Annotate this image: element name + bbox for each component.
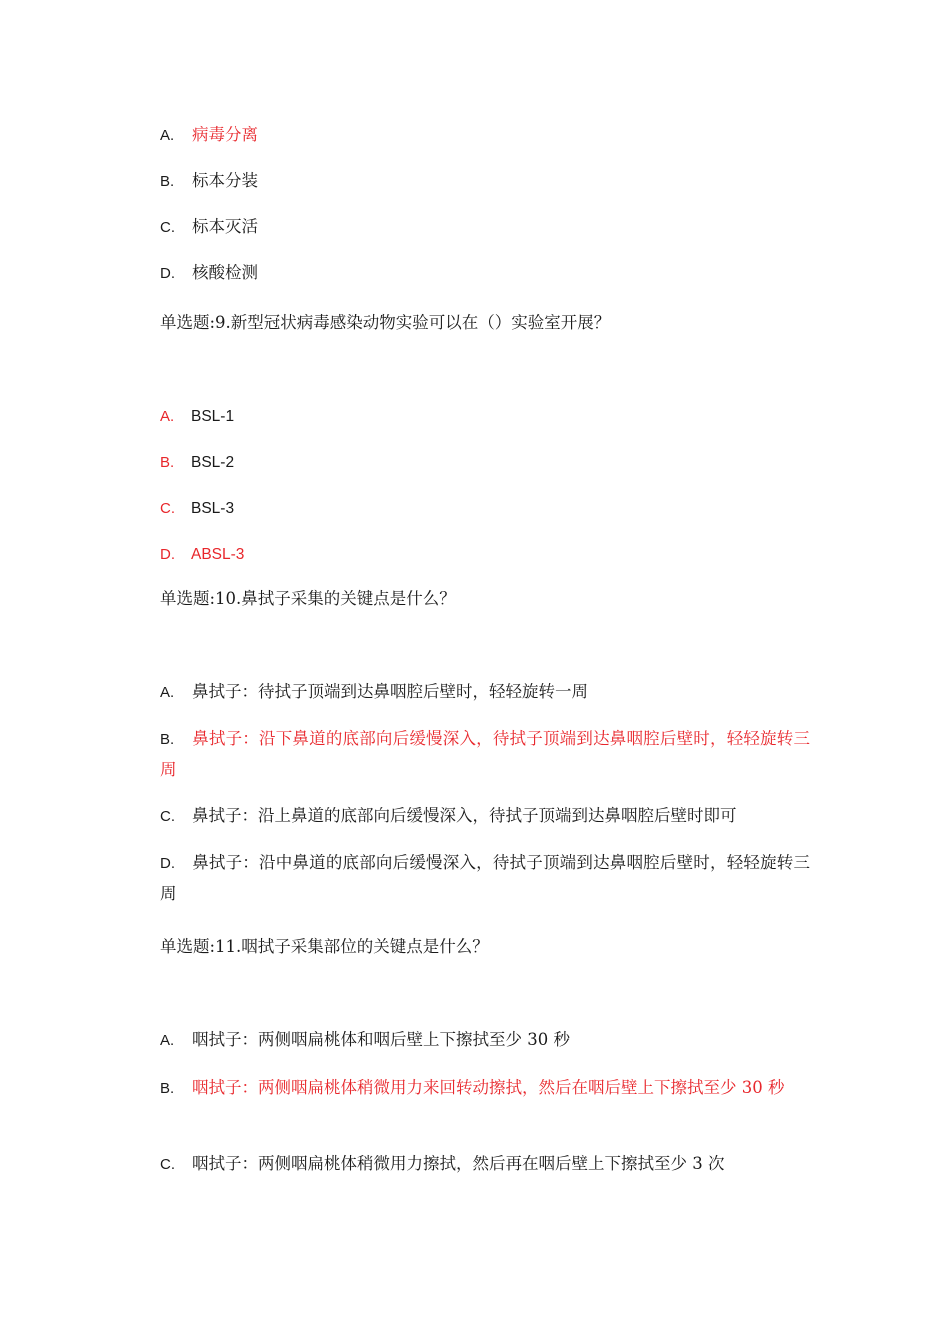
option-text-correct: 病毒分离: [192, 125, 258, 144]
option-text: BSL-2: [191, 454, 235, 471]
q9-question: 单选题:9.新型冠状病毒感染动物实验可以在（）实验室开展？: [160, 313, 611, 332]
q9-option-b: [160, 447, 810, 478]
option-text: 咽拭子：两侧咽扁桃体稍微用力擦拭，然后再在咽后壁上下擦拭至少 3 次: [192, 1154, 725, 1173]
option-letter: A.: [160, 127, 175, 144]
option-letter: B.: [160, 173, 175, 190]
option-text: 鼻拭子：沿上鼻道的底部向后缓慢深入，待拭子顶端到达鼻咽腔后壁时即可: [192, 806, 737, 825]
option-letter: D.: [160, 265, 175, 282]
q11-option-a: [160, 1025, 810, 1056]
option-text-correct: 鼻拭子：沿下鼻道的底部向后缓慢深入，待拭子顶端到达鼻咽腔后壁时，轻轻旋转三周: [160, 729, 810, 779]
option-text: 标本灭活: [192, 217, 258, 236]
q10-option-c: [160, 801, 810, 832]
q9-option-a: [160, 401, 810, 432]
option-letter: C.: [160, 219, 175, 236]
option-letter: A.: [160, 408, 175, 425]
option-letter: B.: [160, 731, 175, 748]
option-letter: A.: [160, 1032, 175, 1049]
option-text: 标本分装: [192, 171, 258, 190]
q11-option-c: [160, 1149, 810, 1180]
q11-option-b: [160, 1073, 810, 1104]
option-letter: C.: [160, 808, 175, 825]
q10-option-d: [160, 848, 810, 909]
q8-option-a: [160, 120, 810, 151]
option-text: 咽拭子：两侧咽扁桃体和咽后壁上下擦拭至少 30 秒: [192, 1030, 570, 1049]
option-letter: B.: [160, 1080, 175, 1097]
q8-option-c: [160, 212, 810, 243]
option-letter: C.: [160, 1156, 175, 1173]
option-letter: B.: [160, 454, 175, 471]
option-text-correct: ABSL-3: [191, 546, 245, 563]
option-text-correct: 咽拭子：两侧咽扁桃体稍微用力来回转动擦拭，然后在咽后壁上下擦拭至少 30 秒: [192, 1078, 785, 1097]
option-letter: C.: [160, 500, 175, 517]
option-text: 核酸检测: [192, 263, 258, 282]
option-letter: D.: [160, 855, 175, 872]
q10-question: 单选题:10.鼻拭子采集的关键点是什么？: [160, 589, 456, 608]
option-text: 鼻拭子：沿中鼻道的底部向后缓慢深入，待拭子顶端到达鼻咽腔后壁时，轻轻旋转三周: [160, 853, 810, 903]
option-text: BSL-3: [191, 500, 235, 517]
option-text: 鼻拭子：待拭子顶端到达鼻咽腔后壁时，轻轻旋转一周: [192, 682, 588, 701]
q9-option-d: [160, 539, 810, 570]
q9-option-c: [160, 493, 810, 524]
option-letter: D.: [160, 546, 175, 563]
q11-question: 单选题:11.咽拭子采集部位的关键点是什么？: [160, 937, 489, 956]
q10-option-b: [160, 724, 810, 785]
option-text: BSL-1: [191, 408, 235, 425]
q8-option-b: [160, 166, 810, 197]
q8-option-d: [160, 258, 810, 289]
q10-option-a: [160, 677, 810, 708]
option-letter: A.: [160, 684, 175, 701]
